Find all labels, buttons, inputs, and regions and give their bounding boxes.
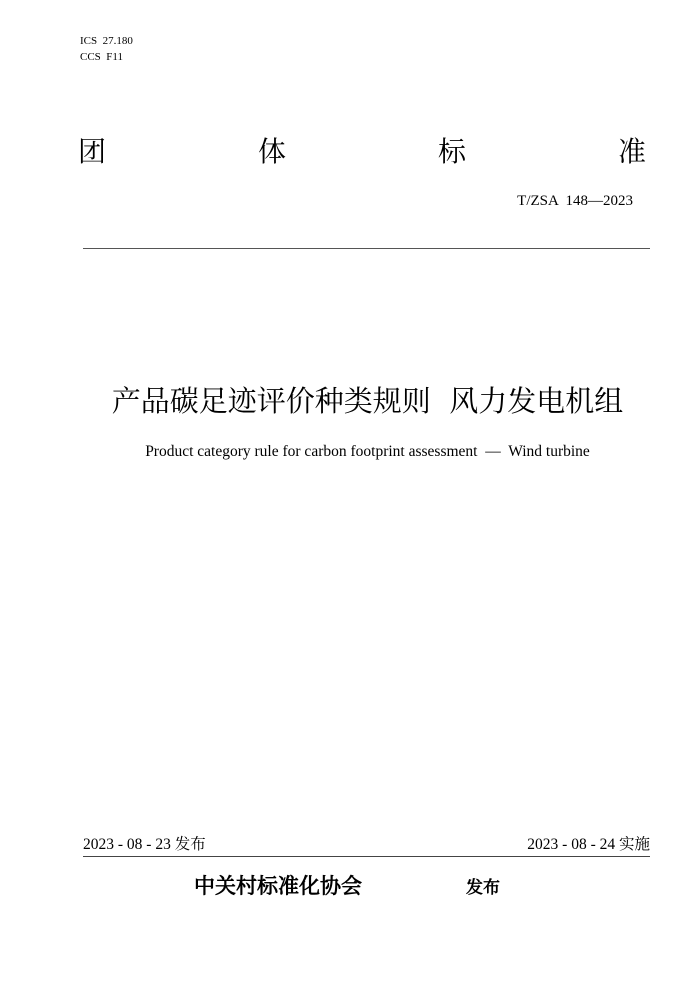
footer-divider <box>83 856 650 857</box>
standard-type-char: 标 <box>437 135 466 168</box>
publish-label: 发布 <box>466 878 500 898</box>
standard-type-char: 体 <box>257 135 286 168</box>
standard-type-char: 团 <box>78 135 107 168</box>
standard-number: T/ZSA 148—2023 <box>517 193 633 209</box>
standard-type-char: 准 <box>617 135 646 168</box>
ccs-code: CCS F11 <box>80 51 124 63</box>
standard-type-heading <box>78 134 646 170</box>
document-title-chinese: 产品碳足迹评价种类规则 风力发电机组 <box>111 384 624 418</box>
ics-code: ICS 27.180 <box>80 35 133 47</box>
issue-date: 2023 - 08 - 23 发布 <box>83 836 206 853</box>
publisher-name: 中关村标准化协会 <box>194 874 362 898</box>
implementation-date: 2023 - 08 - 24 实施 <box>527 836 650 853</box>
header-divider <box>83 248 650 249</box>
document-title-english: Product category rule for carbon footprint assessment — Wind turbine <box>145 443 590 460</box>
